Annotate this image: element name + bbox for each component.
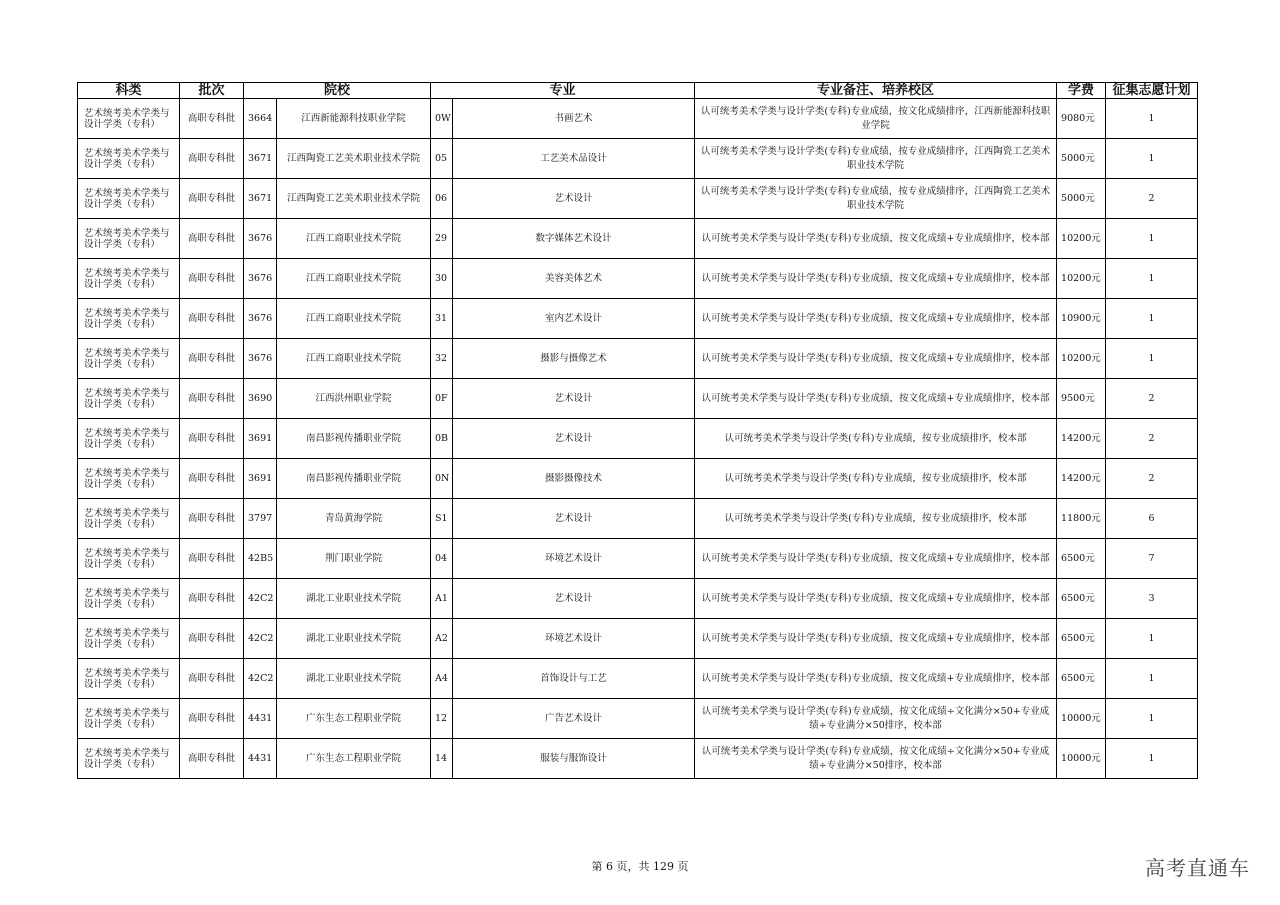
table-row [78, 579, 1198, 619]
cell-fee: 5000元 [1057, 179, 1106, 219]
header-plan: 征集志愿计划 [1106, 83, 1198, 99]
cell-fee: 14200元 [1057, 419, 1106, 459]
cell-batch: 高职专科批 [180, 459, 244, 499]
cell-note: 认可统考美术学类与设计学类(专科)专业成绩，按文化成绩+专业成绩排序，校本部 [695, 379, 1057, 419]
cell-batch: 高职专科批 [180, 499, 244, 539]
cell-fee: 10000元 [1057, 739, 1106, 779]
cell-school-name: 广东生态工程职业学院 [277, 739, 431, 779]
cell-note: 认可统考美术学类与设计学类(专科)专业成绩，按专业成绩排序，江西陶瓷工艺美术职业技术学院 [695, 139, 1057, 179]
cell-plan: 1 [1106, 659, 1198, 699]
cell-major-name: 数字媒体艺术设计 [453, 219, 695, 259]
table-row [78, 299, 1198, 339]
header-major: 专业 [431, 83, 695, 99]
cell-major-name: 艺术设计 [453, 179, 695, 219]
cell-school-name: 广东生态工程职业学院 [277, 699, 431, 739]
cell-fee: 10200元 [1057, 259, 1106, 299]
cell-school-name: 江西洪州职业学院 [277, 379, 431, 419]
cell-category: 艺术统考美术学类与设计学类（专科） [78, 459, 180, 499]
cell-category: 艺术统考美术学类与设计学类（专科） [78, 659, 180, 699]
cell-school-code: 3676 [244, 219, 277, 259]
cell-school-name: 荆门职业学院 [277, 539, 431, 579]
table-header-row [78, 83, 1198, 99]
cell-school-code: 3797 [244, 499, 277, 539]
cell-plan: 2 [1106, 419, 1198, 459]
cell-batch: 高职专科批 [180, 219, 244, 259]
cell-major-name: 工艺美术品设计 [453, 139, 695, 179]
cell-school-code: 3691 [244, 459, 277, 499]
cell-category: 艺术统考美术学类与设计学类（专科） [78, 419, 180, 459]
watermark-logo-text: 高考直通车 [1145, 856, 1250, 880]
cell-school-code: 3671 [244, 139, 277, 179]
page-number: 第 6 页，共 129 页 [591, 860, 689, 873]
cell-batch: 高职专科批 [180, 699, 244, 739]
cell-major-name: 艺术设计 [453, 419, 695, 459]
admission-plan-table [77, 82, 1198, 779]
cell-school-code: 42C2 [244, 659, 277, 699]
cell-category: 艺术统考美术学类与设计学类（专科） [78, 499, 180, 539]
cell-school-code: 3664 [244, 99, 277, 139]
cell-major-code: 0N [431, 459, 453, 499]
cell-batch: 高职专科批 [180, 659, 244, 699]
cell-major-code: A2 [431, 619, 453, 659]
cell-category: 艺术统考美术学类与设计学类（专科） [78, 619, 180, 659]
cell-batch: 高职专科批 [180, 179, 244, 219]
cell-major-name: 艺术设计 [453, 379, 695, 419]
cell-major-code: 31 [431, 299, 453, 339]
table-row [78, 219, 1198, 259]
cell-fee: 9500元 [1057, 379, 1106, 419]
cell-batch: 高职专科批 [180, 579, 244, 619]
cell-school-name: 湖北工业职业技术学院 [277, 659, 431, 699]
header-category: 科类 [78, 83, 180, 99]
cell-major-name: 艺术设计 [453, 499, 695, 539]
cell-major-code: A1 [431, 579, 453, 619]
cell-note: 认可统考美术学类与设计学类(专科)专业成绩，按文化成绩+专业成绩排序，校本部 [695, 219, 1057, 259]
cell-note: 认可统考美术学类与设计学类(专科)专业成绩，按文化成绩排序，江西新能源科技职业学院 [695, 99, 1057, 139]
cell-fee: 6500元 [1057, 659, 1106, 699]
cell-school-code: 3691 [244, 419, 277, 459]
cell-major-code: 30 [431, 259, 453, 299]
cell-school-code: 3671 [244, 179, 277, 219]
cell-major-name: 室内艺术设计 [453, 299, 695, 339]
cell-school-code: 3690 [244, 379, 277, 419]
cell-plan: 1 [1106, 619, 1198, 659]
cell-category: 艺术统考美术学类与设计学类（专科） [78, 139, 180, 179]
cell-fee: 14200元 [1057, 459, 1106, 499]
table-row [78, 379, 1198, 419]
cell-school-code: 4431 [244, 699, 277, 739]
cell-category: 艺术统考美术学类与设计学类（专科） [78, 379, 180, 419]
cell-note: 认可统考美术学类与设计学类(专科)专业成绩，按文化成绩+专业成绩排序，校本部 [695, 539, 1057, 579]
cell-major-name: 美容美体艺术 [453, 259, 695, 299]
table-body [78, 99, 1198, 779]
cell-plan: 1 [1106, 99, 1198, 139]
cell-school-name: 南昌影视传播职业学院 [277, 419, 431, 459]
cell-major-code: 0B [431, 419, 453, 459]
cell-major-name: 摄影摄像技术 [453, 459, 695, 499]
cell-note: 认可统考美术学类与设计学类(专科)专业成绩，按专业成绩排序，校本部 [695, 499, 1057, 539]
cell-major-name: 艺术设计 [453, 579, 695, 619]
cell-batch: 高职专科批 [180, 339, 244, 379]
cell-fee: 10900元 [1057, 299, 1106, 339]
cell-major-name: 环境艺术设计 [453, 619, 695, 659]
cell-school-name: 江西新能源科技职业学院 [277, 99, 431, 139]
cell-fee: 10200元 [1057, 339, 1106, 379]
cell-major-name: 书画艺术 [453, 99, 695, 139]
table-row [78, 99, 1198, 139]
cell-school-code: 3676 [244, 299, 277, 339]
cell-fee: 10200元 [1057, 219, 1106, 259]
cell-major-code: A4 [431, 659, 453, 699]
cell-plan: 7 [1106, 539, 1198, 579]
cell-fee: 6500元 [1057, 579, 1106, 619]
cell-note: 认可统考美术学类与设计学类(专科)专业成绩，按专业成绩排序，校本部 [695, 419, 1057, 459]
cell-major-code: 0W [431, 99, 453, 139]
cell-major-name: 服装与服饰设计 [453, 739, 695, 779]
cell-plan: 2 [1106, 379, 1198, 419]
table-row [78, 179, 1198, 219]
cell-fee: 6500元 [1057, 619, 1106, 659]
cell-school-code: 3676 [244, 259, 277, 299]
cell-note: 认可统考美术学类与设计学类(专科)专业成绩，按文化成绩÷文化满分×50+专业成绩÷专业满分×50排序，校本部 [695, 739, 1057, 779]
cell-plan: 1 [1106, 699, 1198, 739]
cell-major-code: 14 [431, 739, 453, 779]
cell-note: 认可统考美术学类与设计学类(专科)专业成绩，按文化成绩+专业成绩排序，校本部 [695, 579, 1057, 619]
cell-batch: 高职专科批 [180, 379, 244, 419]
cell-note: 认可统考美术学类与设计学类(专科)专业成绩，按专业成绩排序，江西陶瓷工艺美术职业技术学院 [695, 179, 1057, 219]
cell-school-name: 江西工商职业技术学院 [277, 339, 431, 379]
cell-category: 艺术统考美术学类与设计学类（专科） [78, 339, 180, 379]
cell-plan: 1 [1106, 219, 1198, 259]
cell-note: 认可统考美术学类与设计学类(专科)专业成绩，按文化成绩÷文化满分×50+专业成绩÷专业满分×50排序，校本部 [695, 699, 1057, 739]
cell-major-code: S1 [431, 499, 453, 539]
table-row [78, 139, 1198, 179]
cell-plan: 6 [1106, 499, 1198, 539]
header-batch: 批次 [180, 83, 244, 99]
cell-plan: 2 [1106, 179, 1198, 219]
cell-batch: 高职专科批 [180, 739, 244, 779]
table-row [78, 339, 1198, 379]
cell-major-code: 32 [431, 339, 453, 379]
cell-category: 艺术统考美术学类与设计学类（专科） [78, 699, 180, 739]
cell-school-code: 4431 [244, 739, 277, 779]
cell-plan: 3 [1106, 579, 1198, 619]
table-row [78, 459, 1198, 499]
table-row [78, 699, 1198, 739]
cell-note: 认可统考美术学类与设计学类(专科)专业成绩，按文化成绩+专业成绩排序，校本部 [695, 339, 1057, 379]
cell-batch: 高职专科批 [180, 99, 244, 139]
cell-category: 艺术统考美术学类与设计学类（专科） [78, 539, 180, 579]
cell-plan: 1 [1106, 339, 1198, 379]
table-row [78, 539, 1198, 579]
cell-school-name: 江西陶瓷工艺美术职业技术学院 [277, 139, 431, 179]
cell-note: 认可统考美术学类与设计学类(专科)专业成绩，按文化成绩+专业成绩排序，校本部 [695, 299, 1057, 339]
cell-plan: 1 [1106, 259, 1198, 299]
cell-batch: 高职专科批 [180, 619, 244, 659]
cell-note: 认可统考美术学类与设计学类(专科)专业成绩，按文化成绩+专业成绩排序，校本部 [695, 259, 1057, 299]
cell-category: 艺术统考美术学类与设计学类（专科） [78, 579, 180, 619]
cell-batch: 高职专科批 [180, 259, 244, 299]
cell-batch: 高职专科批 [180, 419, 244, 459]
cell-fee: 6500元 [1057, 539, 1106, 579]
cell-fee: 9080元 [1057, 99, 1106, 139]
cell-note: 认可统考美术学类与设计学类(专科)专业成绩，按专业成绩排序，校本部 [695, 459, 1057, 499]
header-school: 院校 [244, 83, 431, 99]
cell-major-code: 0F [431, 379, 453, 419]
table-row [78, 659, 1198, 699]
table-row [78, 259, 1198, 299]
cell-plan: 1 [1106, 739, 1198, 779]
cell-school-name: 江西陶瓷工艺美术职业技术学院 [277, 179, 431, 219]
cell-major-code: 12 [431, 699, 453, 739]
cell-category: 艺术统考美术学类与设计学类（专科） [78, 219, 180, 259]
cell-school-code: 42C2 [244, 619, 277, 659]
header-fee: 学费 [1057, 83, 1106, 99]
cell-category: 艺术统考美术学类与设计学类（专科） [78, 99, 180, 139]
cell-fee: 5000元 [1057, 139, 1106, 179]
cell-school-name: 青岛黄海学院 [277, 499, 431, 539]
cell-school-name: 江西工商职业技术学院 [277, 259, 431, 299]
cell-note: 认可统考美术学类与设计学类(专科)专业成绩，按文化成绩+专业成绩排序，校本部 [695, 619, 1057, 659]
table-row [78, 739, 1198, 779]
cell-plan: 1 [1106, 139, 1198, 179]
cell-major-code: 06 [431, 179, 453, 219]
cell-major-code: 04 [431, 539, 453, 579]
table-row [78, 619, 1198, 659]
cell-school-code: 42C2 [244, 579, 277, 619]
cell-school-name: 湖北工业职业技术学院 [277, 619, 431, 659]
cell-plan: 1 [1106, 299, 1198, 339]
cell-major-code: 29 [431, 219, 453, 259]
cell-school-name: 江西工商职业技术学院 [277, 219, 431, 259]
header-note: 专业备注、培养校区 [695, 83, 1057, 99]
cell-batch: 高职专科批 [180, 539, 244, 579]
cell-major-name: 摄影与摄像艺术 [453, 339, 695, 379]
cell-major-name: 首饰设计与工艺 [453, 659, 695, 699]
cell-major-code: 05 [431, 139, 453, 179]
cell-batch: 高职专科批 [180, 299, 244, 339]
cell-school-name: 湖北工业职业技术学院 [277, 579, 431, 619]
table-row [78, 499, 1198, 539]
cell-school-name: 南昌影视传播职业学院 [277, 459, 431, 499]
cell-school-code: 42B5 [244, 539, 277, 579]
cell-batch: 高职专科批 [180, 139, 244, 179]
cell-school-name: 江西工商职业技术学院 [277, 299, 431, 339]
table-row [78, 419, 1198, 459]
cell-plan: 2 [1106, 459, 1198, 499]
cell-fee: 11800元 [1057, 499, 1106, 539]
cell-fee: 10000元 [1057, 699, 1106, 739]
cell-category: 艺术统考美术学类与设计学类（专科） [78, 299, 180, 339]
cell-category: 艺术统考美术学类与设计学类（专科） [78, 739, 180, 779]
cell-note: 认可统考美术学类与设计学类(专科)专业成绩，按文化成绩+专业成绩排序，校本部 [695, 659, 1057, 699]
cell-category: 艺术统考美术学类与设计学类（专科） [78, 179, 180, 219]
cell-category: 艺术统考美术学类与设计学类（专科） [78, 259, 180, 299]
cell-major-name: 广告艺术设计 [453, 699, 695, 739]
cell-school-code: 3676 [244, 339, 277, 379]
cell-major-name: 环境艺术设计 [453, 539, 695, 579]
